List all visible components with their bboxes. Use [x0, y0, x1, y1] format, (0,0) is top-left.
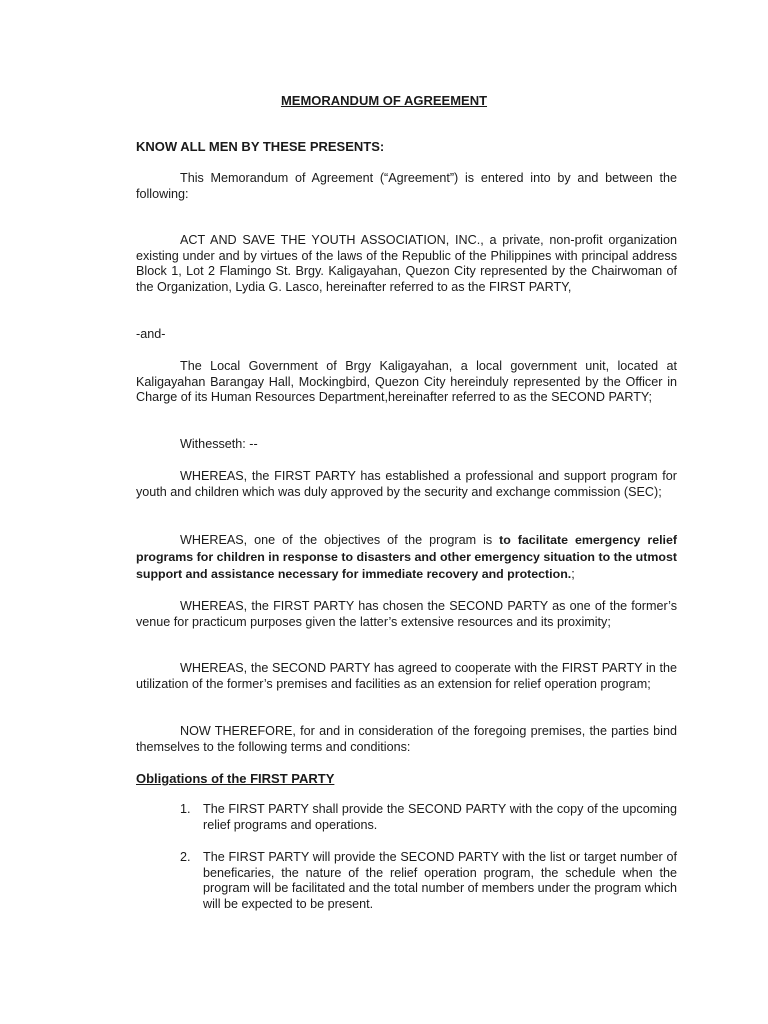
- list-item-text: The FIRST PARTY shall provide the SECOND PARTY with the copy of the upcoming relief programs and operations.: [203, 802, 677, 832]
- list-item-number: 2.: [180, 850, 191, 864]
- whereas-2-lead: WHEREAS, one of the objectives of the program is: [180, 533, 500, 547]
- whereas-1-text: WHEREAS, the FIRST PARTY has established a professional and support program for youth and children which was duly approved by the security and exchange commission (SEC);: [136, 469, 677, 499]
- whereas-1-paragraph: [136, 469, 677, 500]
- witnesseth-paragraph: [136, 437, 677, 453]
- first-party-paragraph: [136, 233, 677, 295]
- list-item: [180, 850, 677, 912]
- preamble-heading: KNOW ALL MEN BY THESE PRESENTS:: [136, 139, 385, 154]
- first-party-text: ACT AND SAVE THE YOUTH ASSOCIATION, INC., a private, non-profit organization existing under and by virtues of the laws of the Republic of the Philippines with principal address Block 1, Lot 2 Flamingo St. Brgy. Kaligayahan, Quezon City represented by the Chairwoman of the Organization, Lydia G. Lasco, hereinafter referred to as the FIRST PARTY,: [136, 233, 677, 294]
- now-therefore-text: NOW THEREFORE, for and in consideration of the foregoing premises, the parties bind themselves to the following terms and conditions:: [136, 724, 677, 754]
- intro-paragraph: [136, 171, 677, 202]
- obligations-heading: Obligations of the FIRST PARTY: [136, 771, 335, 786]
- list-item-number: 1.: [180, 802, 191, 816]
- document-title: MEMORANDUM OF AGREEMENT: [280, 93, 488, 108]
- whereas-2-tail: ;: [571, 567, 575, 581]
- intro-text: This Memorandum of Agreement (“Agreement”) is entered into by and between the following:: [136, 171, 677, 201]
- second-party-paragraph: [136, 359, 677, 406]
- whereas-3-paragraph: [136, 599, 677, 630]
- witnesseth-text: Withesseth: --: [180, 437, 258, 451]
- second-party-text: The Local Government of Brgy Kaligayahan, a local government unit, located at Kaligayahan Barangay Hall, Mockingbird, Quezon City hereinduly represented by the Officer in Charge of its Human Resources Department,hereinafter referred to as the SECOND PARTY;: [136, 359, 677, 404]
- whereas-2-emphasis: to facilitate emergency relief programs for children in response to disasters and other emergency situation to the utmost support and assistance necessary for immediate recovery and protection.: [136, 533, 677, 581]
- and-separator: -and-: [136, 327, 166, 341]
- list-item-text: The FIRST PARTY will provide the SECOND PARTY with the list or target number of beneficaries, the nature of the relief operation program, the schedule when the program will be facilitated and the total number of members under the program which will be expected to be present.: [203, 850, 677, 911]
- now-therefore-paragraph: [136, 724, 677, 755]
- whereas-4-text: WHEREAS, the SECOND PARTY has agreed to cooperate with the FIRST PARTY in the utilization of the former’s premises and facilities as an extension for relief operation program;: [136, 661, 677, 691]
- whereas-3-text: WHEREAS, the FIRST PARTY has chosen the SECOND PARTY as one of the former’s venue for practicum purposes given the latter’s extensive resources and its proximity;: [136, 599, 677, 629]
- whereas-4-paragraph: [136, 661, 677, 692]
- list-item: [180, 802, 677, 833]
- whereas-2-paragraph: [136, 532, 677, 583]
